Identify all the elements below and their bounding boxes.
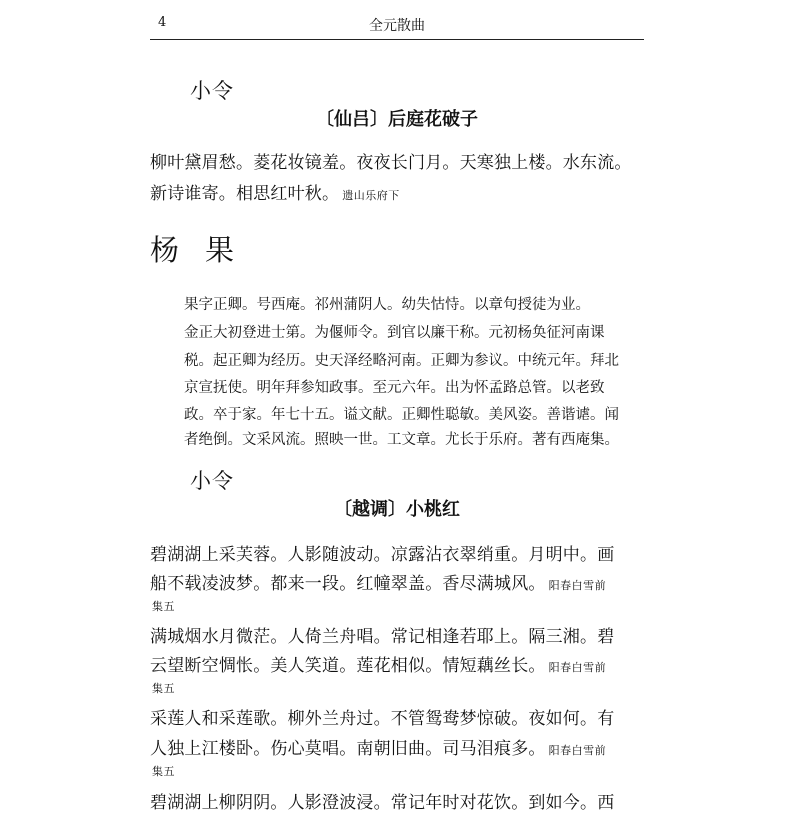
bio-line: 果字正卿。号西庵。祁州蒲阴人。幼失怙恃。以章句授徒为业。 [184, 297, 590, 313]
poem-line [150, 569, 650, 594]
poem-text: 船不载凌波梦。都来一段。红幢翠盖。香尽满城风。 [150, 574, 546, 594]
bio-line: 税。起正卿为经历。史天泽经略河南。正卿为参议。中统元年。拜北 [184, 353, 619, 369]
source-note: 阳春白雪前 [548, 744, 607, 757]
poem-text: 柳叶黛眉愁。菱花妆镜羞。夜夜长门月。天寒独上楼。水东流。 [150, 153, 632, 173]
page-number: 4 [158, 15, 167, 30]
source-note-tail: 集五 [152, 765, 175, 778]
bio-line: 者绝倒。文采风流。照映一世。工文章。尤长于乐府。著有西庵集。 [184, 432, 619, 448]
bio-line: 金正大初登进士第。为偃师令。到官以廉干称。元初杨奂征河南课 [184, 325, 605, 341]
poem-text: 碧湖湖上柳阴阴。人影澄波浸。常记年时对花饮。到如今。西 [150, 793, 615, 813]
poem-line [150, 788, 650, 813]
qupai-title: 〔仙吕〕后庭花破子 [316, 109, 478, 130]
source-note-tail: 集五 [152, 600, 175, 613]
poem-line [150, 651, 650, 676]
poem-line [150, 540, 650, 565]
author-name: 杨果 [150, 233, 261, 267]
section-label-xiaoling: 小令 [190, 79, 234, 103]
poem-text: 满城烟水月微茫。人倚兰舟唱。常记相逢若耶上。隔三湘。碧 [150, 627, 615, 647]
qupai-title: 〔越调〕小桃红 [334, 499, 460, 520]
source-note: 阳春白雪前 [548, 579, 607, 592]
poem-line [150, 179, 650, 204]
poem-text: 碧湖湖上采芙蓉。人影随波动。凉露沾衣翠绡重。月明中。画 [150, 545, 615, 565]
bio-line: 京宣抚使。明年拜参知政事。至元六年。出为怀孟路总管。以老致 [184, 380, 605, 396]
poem-line [150, 734, 650, 759]
poem-text: 云望断空惆怅。美人笑道。莲花相似。情短藕丝长。 [150, 656, 546, 676]
poem-text: 新诗谁寄。相思红叶秋。 [150, 184, 340, 204]
poem-line [150, 622, 650, 647]
section-label-xiaoling: 小令 [190, 469, 234, 493]
source-note: 阳春白雪前 [548, 661, 607, 674]
source-note: 遗山乐府下 [342, 189, 400, 202]
page-header [150, 0, 644, 40]
poem-text: 人独上江楼卧。伤心莫唱。南朝旧曲。司马泪痕多。 [150, 739, 546, 759]
bio-line: 政。卒于家。年七十五。谥文献。正卿性聪敏。美风姿。善谐谑。闻 [184, 407, 619, 423]
header-rule [150, 39, 644, 40]
book-title: 全元散曲 [369, 18, 425, 34]
poem-line [150, 704, 650, 729]
poem-line [150, 148, 650, 173]
source-note-tail: 集五 [152, 682, 175, 695]
poem-text: 采莲人和采莲歌。柳外兰舟过。不管鸳鸯梦惊破。夜如何。有 [150, 709, 615, 729]
